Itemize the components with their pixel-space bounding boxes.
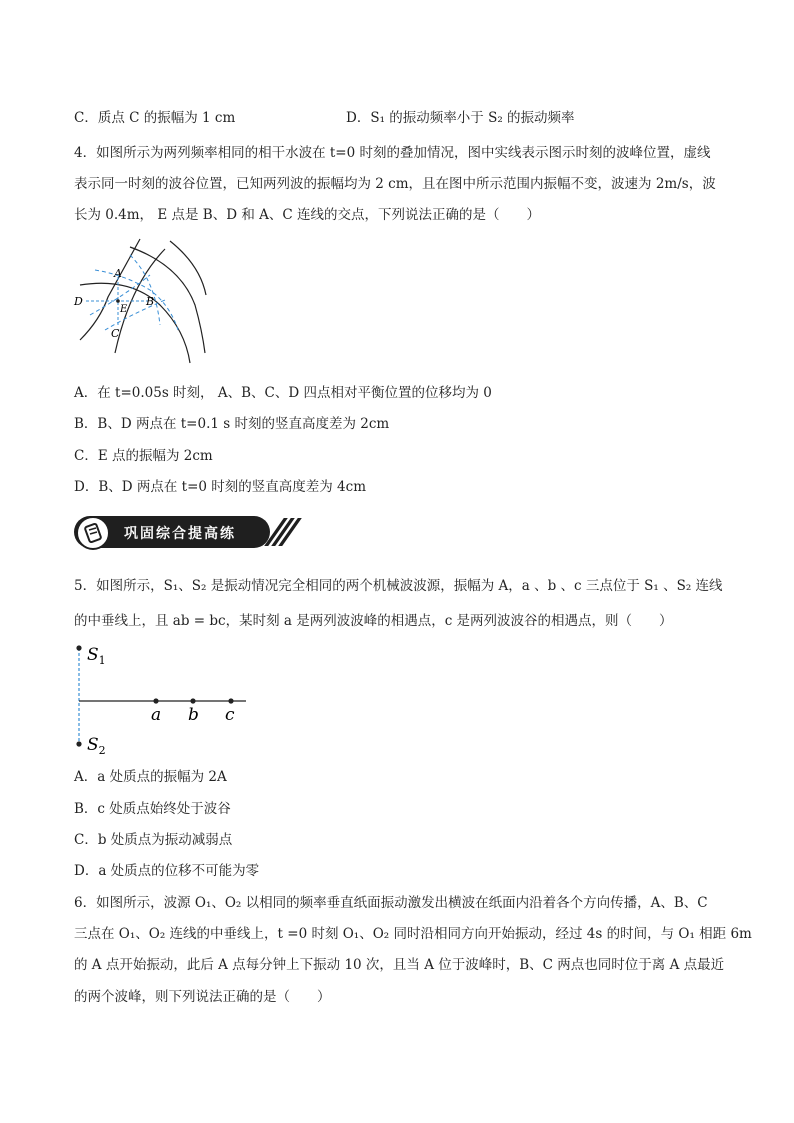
q5-option-d: D．a 处质点的位移不可能为零 <box>74 863 260 879</box>
section-banner <box>74 512 296 552</box>
q6-stem-line-2: 三点在 O₁、O₂ 连线的中垂线上，t =0 时刻 O₁、O₂ 同时沿相同方向开始振动，经过 4s 的时间，与 O₁ 相距 6m <box>74 926 752 942</box>
q6-stem-line-4: 的两个波峰，则下列说法正确的是（ ） <box>74 989 331 1005</box>
q4-option-a: A．在 t=0.05s 时刻， A、B、C、D 四点相对平衡位置的位移均为 0 <box>74 385 492 401</box>
point-e <box>116 299 120 303</box>
label-s2: $S_2$ <box>87 735 106 755</box>
label-b: B <box>146 295 155 308</box>
point-a <box>153 698 158 703</box>
label-d: D <box>74 295 83 308</box>
q6-stem-line-3: 的 A 点开始振动，此后 A 点每分钟上下振动 10 次，且当 A 位于波峰时，B、C 两点也同时位于离 A 点最近 <box>74 957 725 973</box>
source-s1 <box>76 645 81 650</box>
q5-sources-figure <box>70 640 260 755</box>
q5-option-a: A．a 处质点的振幅为 2A <box>74 769 227 785</box>
label-a: a <box>151 705 162 725</box>
label-b: b <box>188 705 199 725</box>
label-s1: $S_1$ <box>87 645 106 667</box>
q3-option-c: C．质点 C 的振幅为 1 cm <box>74 110 236 126</box>
q3-option-d: D．S₁ 的振动频率小于 S₂ 的振动频率 <box>346 110 575 126</box>
label-c: C <box>111 327 120 340</box>
q4-stem-line-3: 长为 0.4m， E 点是 B、D 和 A、C 连线的交点，下列说法正确的是（ ） <box>74 207 540 223</box>
point-b <box>190 698 195 703</box>
label-a: A <box>114 267 122 280</box>
q4-stem-line-1: 4．如图所示为两列频率相同的相干水波在 t=0 时刻的叠加情况，图中实线表示图示时刻的波峰位置，虚线 <box>74 145 711 161</box>
q4-option-d: D．B、D 两点在 t=0 时刻的竖直高度差为 4cm <box>74 479 367 495</box>
label-e: E <box>120 304 128 315</box>
crest-arc-1 <box>80 239 140 340</box>
q6-stem-line-1: 6．如图所示，波源 O₁、O₂ 以相同的频率垂直纸面振动激发出横波在纸面内沿着各个方向传播，A、B、C <box>74 895 708 911</box>
q4-stem-line-2: 表示同一时刻的波谷位置，已知两列波的振幅均为 2 cm，且在图中所示范围内振幅不变，波速为 2m/s，波 <box>74 176 716 192</box>
banner-logo-icon <box>76 516 110 550</box>
label-c: c <box>225 705 235 725</box>
q4-option-c: C．E 点的振幅为 2cm <box>74 448 213 464</box>
banner-title: 巩固综合提高练 <box>124 526 236 542</box>
q5-option-c: C．b 处质点为振动减弱点 <box>74 832 233 848</box>
crest-arc-5 <box>170 241 206 295</box>
q4-option-b: B．B、D 两点在 t=0.1 s 时刻的竖直高度差为 2cm <box>74 416 390 432</box>
crest-arc-4 <box>130 247 205 353</box>
q5-stem-line-2: 的中垂线上，且 ab = bc，某时刻 a 是两列波波峰的相遇点，c 是两列波波谷的相遇点，则（ ） <box>74 613 673 629</box>
q5-stem-line-1: 5．如图所示，S₁、S₂ 是振动情况完全相同的两个机械波波源，振幅为 A，a 、b 、c 三点位于 S₁ 、S₂ 连线 <box>74 578 723 594</box>
q4-wave-interference-figure <box>70 235 220 365</box>
source-s2 <box>76 741 81 746</box>
trough-arc-3 <box>130 255 160 325</box>
point-c <box>228 698 233 703</box>
crest-arc-3 <box>80 283 190 363</box>
q5-option-b: B．c 处质点始终处于波谷 <box>74 801 231 817</box>
